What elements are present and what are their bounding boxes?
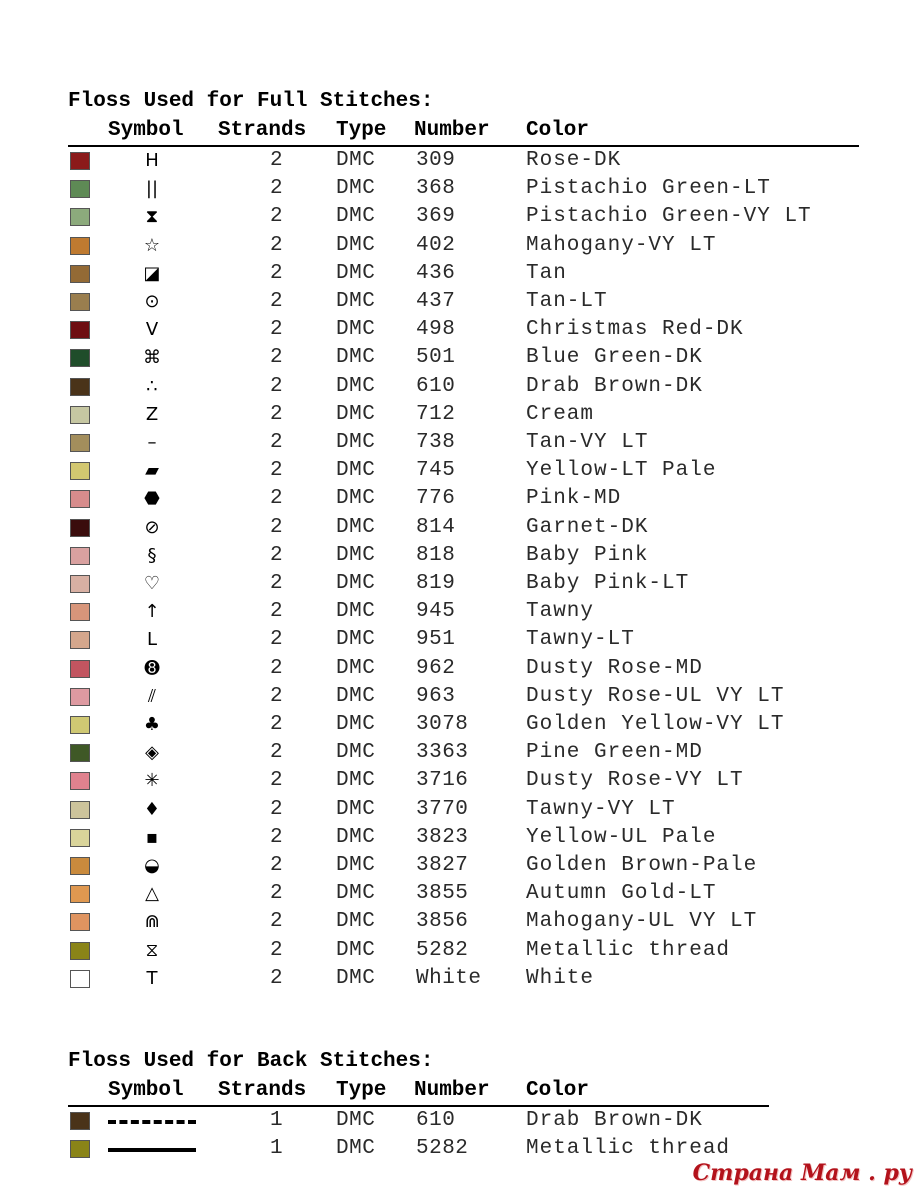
color-name: Dusty Rose-MD (526, 656, 703, 680)
type-value: DMC (336, 487, 376, 511)
color-name: Tan (526, 261, 567, 285)
color-name: White (526, 966, 595, 990)
type-value: DMC (336, 628, 376, 652)
strands-value: 2 (270, 290, 284, 313)
type-value: DMC (336, 233, 376, 257)
stitch-symbol: ♦ (143, 798, 161, 820)
color-name: Tan-VY LT (526, 431, 649, 454)
stitch-symbol: ➑ (144, 657, 160, 679)
strands-value: 2 (270, 797, 284, 821)
number-value: 738 (416, 431, 456, 454)
number-value: 368 (416, 177, 456, 201)
header-strands: Strands (218, 119, 307, 142)
full-stitches-header (0, 118, 900, 144)
number-value: White (416, 966, 482, 990)
strands-value: 2 (270, 966, 284, 990)
color-name: Mahogany-VY LT (526, 233, 717, 257)
type-value: DMC (336, 825, 376, 849)
strands-value: 2 (270, 769, 284, 793)
stitch-symbol: Z (145, 403, 159, 425)
color-name: Garnet-DK (526, 515, 649, 539)
color-name: Yellow-LT Pale (526, 459, 717, 483)
table-row (0, 966, 900, 994)
color-swatch (70, 913, 90, 931)
type-value: DMC (336, 938, 376, 962)
number-value: 402 (416, 233, 456, 257)
color-swatch (70, 660, 90, 678)
color-swatch (70, 716, 90, 734)
color-name: Dusty Rose-VY LT (526, 769, 744, 793)
strands-value: 2 (270, 205, 284, 229)
header-type: Type (336, 1079, 387, 1102)
strands-value: 2 (270, 628, 284, 652)
color-swatch (70, 208, 90, 226)
stitch-symbol: ⬣ (144, 488, 160, 510)
stitch-symbol: ◈ (145, 742, 159, 764)
table-row (0, 571, 900, 599)
table-row (0, 797, 900, 825)
table-row (0, 1108, 900, 1136)
stitch-symbol: ▪ (145, 826, 159, 848)
table-row (0, 938, 900, 966)
header-color: Color (526, 119, 590, 142)
color-swatch (70, 349, 90, 367)
number-value: 819 (416, 572, 456, 595)
strands-value: 2 (270, 910, 284, 934)
color-name: Dusty Rose-UL VY LT (526, 684, 785, 708)
type-value: DMC (336, 882, 376, 906)
color-swatch (70, 885, 90, 903)
stitch-symbol: T (146, 967, 158, 989)
stitch-symbol: L (146, 629, 158, 651)
header-color: Color (526, 1079, 590, 1102)
number-value: 610 (416, 1109, 456, 1132)
table-row (0, 486, 900, 514)
type-value: DMC (336, 769, 376, 793)
type-value: DMC (336, 318, 376, 342)
number-value: 962 (416, 656, 456, 680)
type-value: DMC (336, 713, 376, 736)
color-name: Drab Brown-DK (526, 374, 703, 398)
number-value: 963 (416, 684, 456, 708)
color-swatch (70, 575, 90, 593)
color-name: Baby Pink (526, 543, 649, 567)
stitch-symbol: ⊘ (144, 516, 160, 538)
number-value: 3363 (416, 741, 469, 765)
number-value: 776 (416, 487, 456, 511)
type-value: DMC (336, 910, 376, 934)
backstitch-line-sample (108, 1120, 196, 1124)
full-stitches-title: Floss Used for Full Stitches: (68, 90, 434, 113)
stitch-symbol: ✳ (144, 770, 160, 792)
type-value: DMC (336, 572, 376, 595)
color-swatch (70, 321, 90, 339)
color-name: Golden Brown-Pale (526, 854, 758, 877)
color-name: Autumn Gold-LT (526, 882, 717, 906)
type-value: DMC (336, 290, 376, 313)
stitch-symbol: ↑ (144, 601, 160, 623)
color-name: Drab Brown-DK (526, 1109, 703, 1132)
strands-value: 1 (270, 1109, 284, 1132)
table-row (0, 768, 900, 796)
strands-value: 2 (270, 318, 284, 342)
color-name: Baby Pink-LT (526, 572, 690, 595)
number-value: 945 (416, 600, 456, 624)
color-swatch (70, 547, 90, 565)
type-value: DMC (336, 684, 376, 708)
header-strands: Strands (218, 1079, 307, 1102)
stitch-symbol: ∴ (146, 375, 158, 397)
color-swatch (70, 434, 90, 452)
number-value: 3856 (416, 910, 469, 934)
stitch-symbol: ▰ (145, 460, 159, 482)
stitch-symbol: ⫽ (147, 685, 157, 707)
strands-value: 1 (270, 1137, 284, 1160)
stitch-symbol: ⋒ (144, 911, 160, 933)
strands-value: 2 (270, 713, 284, 736)
type-value: DMC (336, 431, 376, 454)
table-row (0, 881, 900, 909)
number-value: 3855 (416, 882, 469, 906)
table-row (0, 148, 900, 176)
header-symbol: Symbol (108, 1079, 184, 1102)
table-row (0, 543, 900, 571)
color-swatch (70, 857, 90, 875)
table-row (0, 233, 900, 261)
color-swatch (70, 462, 90, 480)
type-value: DMC (336, 205, 376, 229)
number-value: 745 (416, 459, 456, 483)
color-swatch (70, 293, 90, 311)
number-value: 3078 (416, 713, 469, 736)
type-value: DMC (336, 149, 376, 172)
type-value: DMC (336, 854, 376, 877)
table-row (0, 515, 900, 543)
number-value: 436 (416, 261, 456, 285)
number-value: 5282 (416, 938, 469, 962)
color-swatch (70, 406, 90, 424)
color-name: Tan-LT (526, 290, 608, 313)
strands-value: 2 (270, 741, 284, 765)
table-row (0, 909, 900, 937)
back-stitches-rule (68, 1105, 769, 1107)
number-value: 309 (416, 149, 456, 172)
number-value: 3716 (416, 769, 469, 793)
color-name: Christmas Red-DK (526, 318, 744, 342)
strands-value: 2 (270, 684, 284, 708)
strands-value: 2 (270, 431, 284, 454)
color-name: Yellow-UL Pale (526, 825, 717, 849)
color-name: Golden Yellow-VY LT (526, 713, 785, 736)
color-swatch (70, 378, 90, 396)
back-stitches-header (0, 1078, 900, 1104)
color-swatch (70, 603, 90, 621)
strands-value: 2 (270, 149, 284, 172)
color-swatch (70, 631, 90, 649)
color-swatch (70, 237, 90, 255)
number-value: 501 (416, 346, 456, 370)
color-name: Pistachio Green-VY LT (526, 205, 812, 229)
color-name: Blue Green-DK (526, 346, 703, 370)
color-name: Pistachio Green-LT (526, 177, 771, 201)
strands-value: 2 (270, 346, 284, 370)
stitch-symbol: △ (145, 883, 159, 905)
table-row (0, 627, 900, 655)
stitch-symbol: ⌘ (143, 347, 161, 369)
stitch-symbol: ⊙ (144, 291, 160, 312)
table-row (0, 176, 900, 204)
color-swatch (70, 970, 90, 988)
strands-value: 2 (270, 402, 284, 426)
number-value: 3823 (416, 825, 469, 849)
type-value: DMC (336, 1137, 376, 1160)
number-value: 951 (416, 628, 456, 652)
type-value: DMC (336, 346, 376, 370)
strands-value: 2 (270, 515, 284, 539)
strands-value: 2 (270, 233, 284, 257)
stitch-symbol: ⧗ (145, 206, 159, 228)
strands-value: 2 (270, 825, 284, 849)
table-row (0, 402, 900, 430)
stitch-symbol: ◪ (143, 262, 161, 284)
color-swatch (70, 744, 90, 762)
color-name: Pine Green-MD (526, 741, 703, 765)
type-value: DMC (336, 402, 376, 426)
table-row (0, 458, 900, 486)
strands-value: 2 (270, 374, 284, 398)
color-swatch (70, 1112, 90, 1130)
number-value: 498 (416, 318, 456, 342)
watermark-logo: Страна Мам . ру (692, 1160, 912, 1186)
table-row (0, 825, 900, 853)
table-row (0, 712, 900, 740)
type-value: DMC (336, 966, 376, 990)
color-name: Mahogany-UL VY LT (526, 910, 758, 934)
stitch-symbol: ◒ (144, 855, 160, 876)
stitch-symbol: ♡ (143, 573, 161, 594)
number-value: 814 (416, 515, 456, 539)
type-value: DMC (336, 600, 376, 624)
number-value: 712 (416, 402, 456, 426)
full-stitches-rule (68, 145, 859, 147)
strands-value: 2 (270, 656, 284, 680)
header-symbol: Symbol (108, 119, 184, 142)
color-name: Pink-MD (526, 487, 622, 511)
color-swatch (70, 772, 90, 790)
color-swatch (70, 829, 90, 847)
color-swatch (70, 152, 90, 170)
number-value: 610 (416, 374, 456, 398)
type-value: DMC (336, 1109, 376, 1132)
stitch-symbol: – (147, 432, 157, 453)
header-number: Number (414, 119, 490, 142)
table-row (0, 345, 900, 373)
table-row (0, 656, 900, 684)
number-value: 5282 (416, 1137, 469, 1160)
stitch-symbol: ⧖ (145, 939, 159, 961)
type-value: DMC (336, 741, 376, 765)
color-name: Tawny (526, 600, 595, 624)
color-swatch (70, 801, 90, 819)
color-swatch (70, 1140, 90, 1158)
color-swatch (70, 265, 90, 283)
strands-value: 2 (270, 938, 284, 962)
table-row (0, 317, 900, 345)
type-value: DMC (336, 459, 376, 483)
color-swatch (70, 942, 90, 960)
color-name: Cream (526, 402, 595, 426)
type-value: DMC (336, 543, 376, 567)
type-value: DMC (336, 374, 376, 398)
backstitch-line-sample (108, 1148, 196, 1152)
table-row (0, 853, 900, 881)
color-swatch (70, 688, 90, 706)
type-value: DMC (336, 656, 376, 680)
stitch-symbol: ☆ (143, 234, 161, 256)
color-name: Metallic thread (526, 938, 731, 962)
stitch-symbol: ♣ (143, 714, 161, 735)
strands-value: 2 (270, 459, 284, 483)
table-row (0, 684, 900, 712)
strands-value: 2 (270, 261, 284, 285)
number-value: 3770 (416, 797, 469, 821)
color-swatch (70, 490, 90, 508)
table-row (0, 374, 900, 402)
table-row (0, 599, 900, 627)
table-row (0, 430, 900, 458)
type-value: DMC (336, 177, 376, 201)
color-name: Tawny-VY LT (526, 797, 676, 821)
stitch-symbol: || (145, 178, 159, 200)
strands-value: 2 (270, 487, 284, 511)
strands-value: 2 (270, 543, 284, 567)
header-type: Type (336, 119, 387, 142)
number-value: 3827 (416, 854, 469, 877)
stitch-symbol: § (147, 544, 157, 566)
type-value: DMC (336, 797, 376, 821)
table-row (0, 261, 900, 289)
color-name: Metallic thread (526, 1137, 731, 1160)
strands-value: 2 (270, 600, 284, 624)
number-value: 437 (416, 290, 456, 313)
strands-value: 2 (270, 854, 284, 877)
back-stitches-title: Floss Used for Back Stitches: (68, 1050, 434, 1073)
table-row (0, 740, 900, 768)
strands-value: 2 (270, 572, 284, 595)
number-value: 818 (416, 543, 456, 567)
stitch-symbol: V (145, 319, 159, 341)
strands-value: 2 (270, 882, 284, 906)
stitch-symbol: H (145, 150, 159, 171)
color-swatch (70, 180, 90, 198)
color-swatch (70, 519, 90, 537)
number-value: 369 (416, 205, 456, 229)
color-name: Tawny-LT (526, 628, 635, 652)
color-name: Rose-DK (526, 149, 622, 172)
strands-value: 2 (270, 177, 284, 201)
header-number: Number (414, 1079, 490, 1102)
table-row (0, 204, 900, 232)
type-value: DMC (336, 515, 376, 539)
table-row (0, 289, 900, 317)
type-value: DMC (336, 261, 376, 285)
